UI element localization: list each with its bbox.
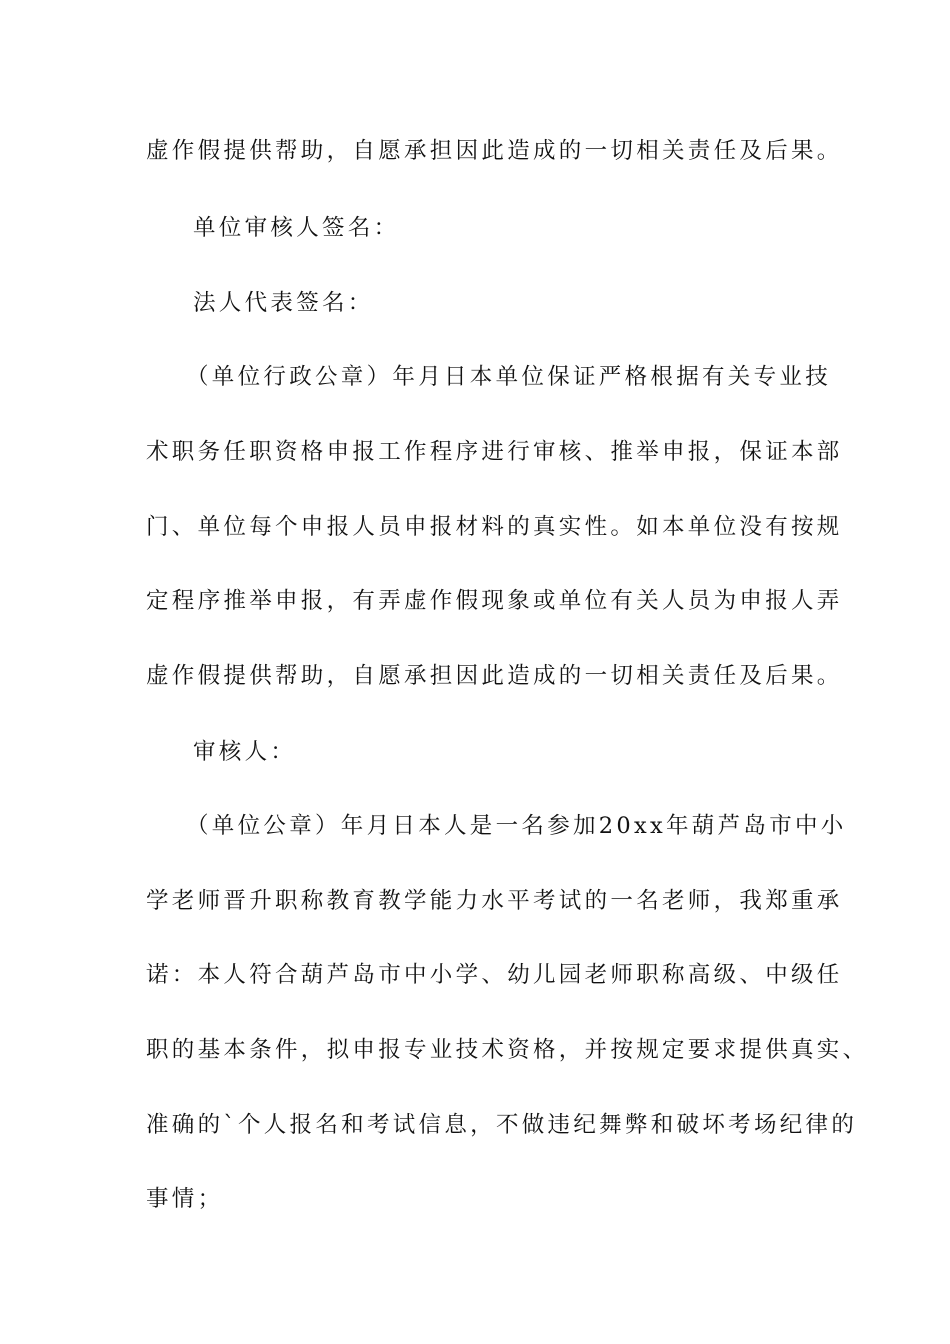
text-line: 准确的`个人报名和考试信息，不做违纪舞弊和破坏考场纪律的 — [146, 1112, 858, 1138]
text-line: 定程序推举申报，有弄虚作假现象或单位有关人员为申报人弄 — [146, 588, 843, 614]
text-line: 学老师晋升职称教育教学能力水平考试的一名老师，我郑重承 — [146, 888, 843, 914]
text-line: 审核人： — [193, 739, 297, 765]
text-line: 术职务任职资格申报工作程序进行审核、推举申报，保证本部 — [146, 439, 843, 465]
text-line: （单位行政公章）年月日本单位保证严格根据有关专业技 — [186, 364, 832, 390]
text-line: 职的基本条件，拟申报专业技术资格，并按规定要求提供真实、 — [146, 1037, 869, 1063]
text-line: 事情； — [146, 1186, 224, 1212]
text-line: 虚作假提供帮助，自愿承担因此造成的一切相关责任及后果。 — [146, 663, 843, 689]
text-line: 诺：本人符合葫芦岛市中小学、幼儿园老师职称高级、中级任 — [146, 962, 843, 988]
text-line: 虚作假提供帮助，自愿承担因此造成的一切相关责任及后果。 — [146, 138, 843, 164]
text-line: 法人代表签名： — [193, 290, 374, 316]
text-line: （单位公章）年月日本人是一名参加20xx年葫芦岛市中小 — [186, 813, 847, 839]
text-line: 门、单位每个申报人员申报材料的真实性。如本单位没有按规 — [146, 514, 843, 540]
text-line: 单位审核人签名： — [193, 215, 400, 241]
